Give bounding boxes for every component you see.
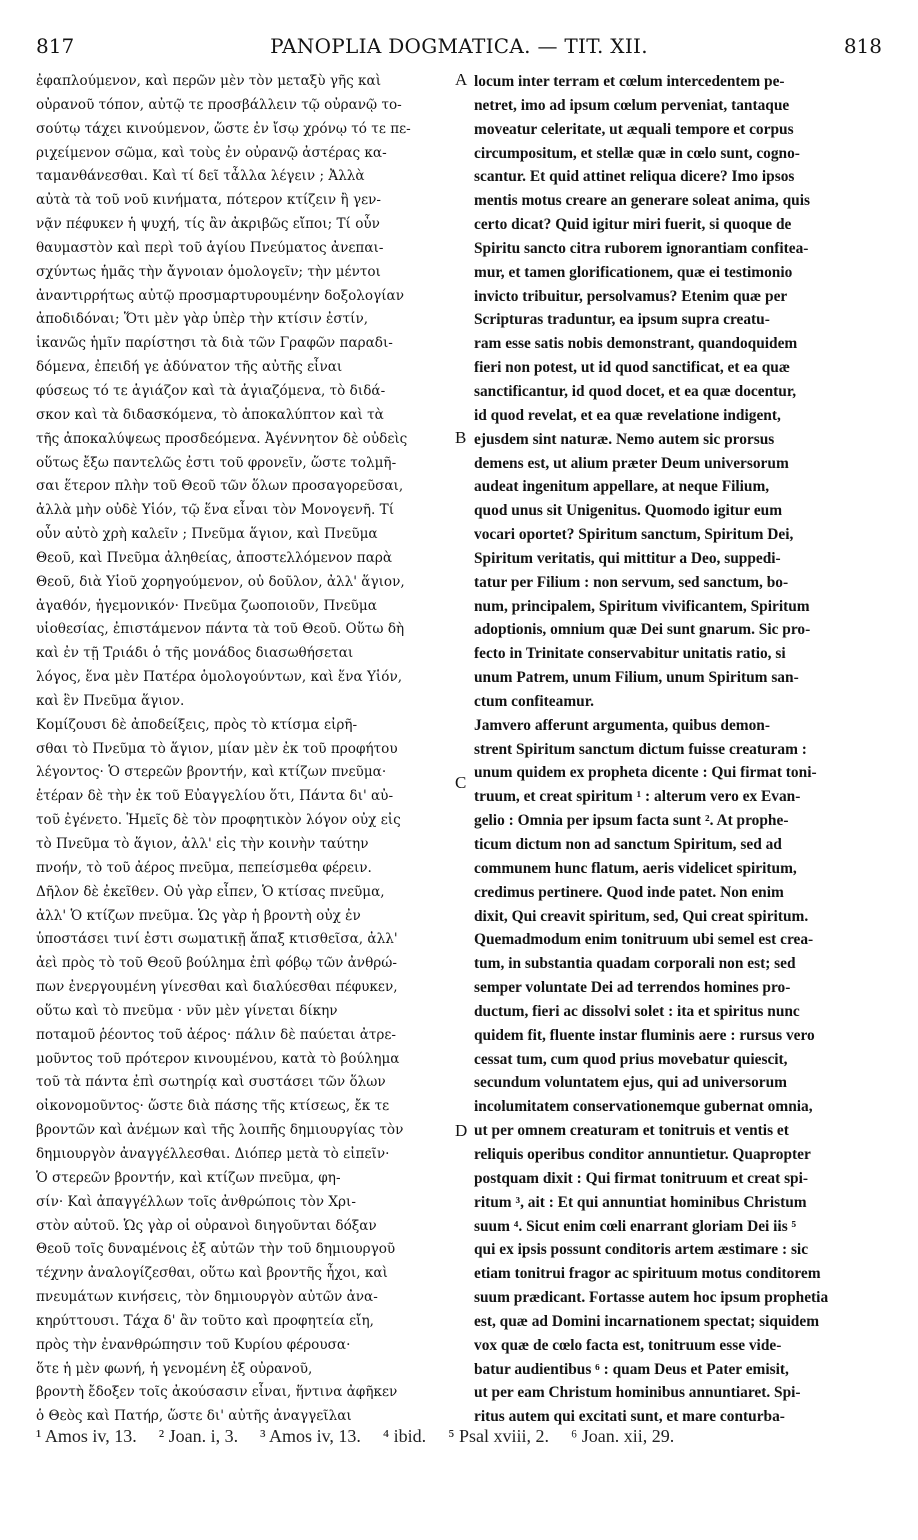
greek-text-line: λόγος, ἕνα μὲν Πατέρα ὁμολογούντων, καὶ ἕνα Υἱόν,: [36, 669, 403, 686]
latin-text-line: credimus pertinere. Quod inde patet. Non enim: [474, 883, 784, 901]
latin-text-line: reliquis operibus conditor annuntietur. Quapropter: [474, 1145, 811, 1163]
greek-text-line: τὸ Πνεῦμα τὸ ἅγιον, ἀλλ' εἰς τὴν κοινὴν ταύτην: [36, 836, 369, 852]
greek-text-line: δόμενα, ἐπειδή γε ἀδύνατον τῆς αὐτῆς εἶναι: [36, 359, 343, 376]
latin-text-line: communem hunc flatum, aeris videlicet spiritum,: [474, 859, 797, 877]
latin-text-line: qui ex ipsis possunt conditoris artem æstimare : sic: [474, 1241, 809, 1259]
greek-text-line: ἀλλὰ μὴν οὐδὲ Υἱόν, τῷ ἕνα εἶναι τὸν Μονογενῆ. Τί: [36, 502, 395, 519]
latin-text-line: gelio : Omnia per ipsum facta sunt ². At prophe-: [474, 812, 789, 830]
greek-text-line: σθαι τὸ Πνεῦμα τὸ ἅγιον, μίαν μὲν ἐκ τοῦ προφήτου: [36, 740, 398, 757]
section-marker-d: D: [455, 1121, 468, 1140]
latin-text-line: audeat ingenitum appellare, at neque Filium,: [474, 478, 770, 496]
section-marker-c: C: [455, 773, 467, 792]
greek-text-line: ὅτε ἡ μὲν φωνή, ἡ γενομένη ἐξ οὐρανοῦ,: [36, 1360, 313, 1377]
latin-text-line: invicto tribuitur, persolvamus? Etenim quæ per: [474, 287, 788, 305]
greek-text-line: ἀλλ' Ὁ κτίζων πνεῦμα. Ὡς γὰρ ἡ βροντὴ οὐχ ἐν: [36, 907, 361, 924]
latin-text-line: adoptionis, omnium quæ Dei sunt gnarum. Sic pro-: [474, 621, 811, 639]
latin-text-line: cessat tum, cum quod prius movebatur quiescit,: [474, 1050, 788, 1068]
greek-text-line: ἱκανῶς ἡμῖν παρίστησι τὰ διὰ τῶν Γραφῶν παραδι-: [36, 335, 393, 352]
latin-text-line: vox quæ de cœlo facta est, tonitruum esse vide-: [474, 1336, 782, 1354]
footnote: ⁴ ibid.: [382, 1426, 427, 1446]
greek-text-line: ἀναντιρρήτως αὐτῷ προσμαρτυρουμένην δοξολογίαν: [36, 287, 405, 304]
greek-text-line: δημιουργὸν ἀναγγέλλεσθαι. Διόπερ μετὰ τὸ εἰπεῖν·: [36, 1145, 390, 1162]
greek-text-line: Θεοῦ τοῖς δυναμένοις ἐξ αὐτῶν τὴν τοῦ δημιουργοῦ: [36, 1241, 396, 1258]
greek-text-line: οἰκονομοῦντος· ὥστε διὰ πάσης τῆς κτίσεως, ἔκ τε: [36, 1098, 390, 1115]
greek-text-line: σούτῳ τάχει κινούμενον, ὥστε ἐν ἴσῳ χρόνῳ τό τε πε-: [36, 120, 411, 137]
greek-text-line: μοῦντος τοῦ πρότερον κινουμένου, κατὰ τὸ βούλημα: [36, 1050, 400, 1067]
greek-text-line: τῆς ἀποκαλύψεως προσδεόμενα. Ἀγέννητον δὲ οὐδεὶς: [36, 430, 408, 447]
latin-text-line: tatur per Filium : non servum, sed sanctum, bo-: [474, 573, 789, 591]
latin-text-line: ut per omnem creaturam et tonitruis et ventis et: [474, 1122, 789, 1140]
greek-text-line: τοῦ ἐγένετο. Ἡμεῖς δὲ τὸν προφητικὸν λόγον οὐχ εἰς: [36, 812, 401, 829]
right-page-number: 818: [843, 34, 882, 58]
latin-text-line: ritus autem qui excitati sunt, et mare conturba-: [474, 1408, 785, 1426]
greek-text-line: ὁ Θεὸς καὶ Πατήρ, ὥστε δι' αὐτῆς ἀναγγεῖλαι: [36, 1408, 352, 1425]
latin-text-line: certo dicat? Quid igitur miri fuerit, si quoque de: [474, 216, 792, 234]
greek-text-line: αὐτὰ τὰ τοῦ νοῦ κινήματα, πότερον κτίζειν ἢ γεν-: [36, 192, 382, 209]
greek-column: [36, 70, 456, 1429]
greek-text-line: βροντῶν καὶ ἀνέμων καὶ τῆς λοιπῆς δημιουργίας τὸν: [36, 1122, 404, 1139]
latin-text-line: est, quæ ad Domini incarnationem spectat; siquidem: [474, 1312, 820, 1330]
greek-text-line: οὕτως ἔξω παντελῶς ἐστι τοῦ φρονεῖν, ὥστε τολμῆ-: [36, 454, 397, 471]
latin-text-line: quidem fit, fluente instar fluminis aere : rursus vero: [474, 1026, 815, 1044]
latin-text-line: moveatur celeritate, ut æquali tempore et corpus: [474, 120, 794, 138]
greek-text-line: πων ἐνεργουμένη γίνεσθαι καὶ διαλύεσθαι πέφυκεν,: [36, 979, 398, 996]
greek-text-line: ἀγαθόν, ἡγεμονικόν· Πνεῦμα ζωοποιοῦν, Πνεῦμα: [36, 597, 377, 614]
footnote: ³ Amos iv, 13.: [260, 1426, 361, 1446]
greek-text-line: σαι ἕτερον πλὴν τοῦ Θεοῦ τῶν ὅλων προσαγορεῦσαι,: [36, 478, 404, 495]
greek-text-line: πνοήν, τὸ τοῦ ἀέρος πνεῦμα, πεπείσμεθα φέρειν.: [36, 859, 372, 876]
latin-text-line: scantur. Et quid attinet reliqua dicere? Imo ipsos: [474, 168, 795, 186]
latin-text-line: Jamvero afferunt argumenta, quibus demon-: [474, 716, 770, 734]
footnote: ⁶ Joan. xii, 29.: [570, 1426, 675, 1446]
latin-text-line: ritum ³, ait : Et qui annuntiat hominibus Christum: [474, 1193, 807, 1211]
greek-text-line: στὸν αὐτοῦ. Ὡς γὰρ οἱ οὐρανοὶ διηγοῦνται δόξαν: [36, 1217, 377, 1234]
greek-text-line: πρὸς τὴν ἐνανθρώπησιν τοῦ Κυρίου φέρουσα·: [36, 1336, 351, 1353]
greek-text-line: λέγοντος· Ὁ στερεῶν βροντήν, καὶ κτίζων πνεῦμα·: [36, 764, 387, 781]
latin-text-line: ejusdem sint naturæ. Nemo autem sic prorsus: [474, 430, 775, 448]
greek-text-line: θαυμαστὸν καὶ περὶ τοῦ ἁγίου Πνεύματος ἀνεπαι-: [36, 239, 384, 256]
latin-text-line: locum inter terram et cœlum intercedentem pe-: [474, 73, 785, 90]
latin-text-line: demens est, ut alium præter Deum universorum: [474, 454, 789, 472]
greek-text-line: ριχείμενον σῶμα, καὶ τοὺς ἐν οὐρανῷ ἀστέρας κα-: [36, 144, 387, 161]
greek-text-line: τέχνην ἀναλογίζεσθαι, οὕτω καὶ βροντῆς ἦχοι, καὶ: [36, 1265, 388, 1282]
greek-text-line: Δῆλον δὲ ἐκεῖθεν. Οὐ γὰρ εἶπεν, Ὁ κτίσας πνεῦμα,: [36, 883, 385, 900]
greek-text-line: οὖν αὐτὸ χρὴ καλεῖν ; Πνεῦμα ἅγιον, καὶ Πνεῦμα: [36, 526, 378, 543]
latin-text-line: Spiritum veritatis, qui mittitur a Deo, suppedi-: [474, 549, 781, 567]
latin-text-line: num, principalem, Spiritum vivificantem, Spiritum: [474, 597, 810, 615]
latin-text-line: suum ⁴. Sicut enim cœli enarrant gloriam Dei iis ⁵: [474, 1217, 797, 1235]
latin-text-line: Quemadmodum enim tonitruum ubi semel est crea-: [474, 931, 814, 949]
greek-text-line: πνευμάτων κινήσεις, τὸν δημιουργὸν αὐτῶν ἀνα-: [36, 1289, 378, 1306]
greek-text-line: καὶ ἐν τῇ Τριάδι ὁ τῆς μονάδος διασωθήσεται: [36, 645, 354, 662]
greek-text-line: φύσεως τό τε ἁγιάζον καὶ τὰ ἁγιαζόμενα, τὸ διδά-: [36, 382, 386, 399]
latin-text-line: ctum confiteamur.: [474, 692, 594, 710]
page-header: [36, 34, 882, 60]
running-title: PANOPLIA DOGMATICA. — TIT. XII.: [270, 34, 648, 58]
greek-text-line: Θεοῦ, καὶ Πνεῦμα ἀληθείας, ἀποστελλόμενον παρὰ: [36, 549, 393, 566]
latin-text-line: etiam tonitrui fragor ac spirituum motus conditorem: [474, 1265, 821, 1283]
greek-text-line: ταμανθάνεσθαι. Καὶ τί δεῖ τἆλλα λέγειν ; Ἀλλὰ: [36, 168, 365, 185]
greek-text-line: τοῦ τὰ πάντα ἐπὶ σωτηρίᾳ καὶ συστάσει τῶν ὅλων: [36, 1074, 386, 1091]
greek-text-line: σίν· Καὶ ἀπαγγέλλων τοῖς ἀνθρώποις τὸν Χρι-: [36, 1193, 356, 1210]
greek-text-line: Θεοῦ, διὰ Υἱοῦ χορηγούμενον, οὐ δοῦλον, ἀλλ' ἅγιον,: [36, 573, 405, 590]
greek-text-line: οὕτω καὶ τὸ πνεῦμα · νῦν μὲν γίνεται δίκην: [36, 1002, 338, 1019]
latin-text-line: netret, imo ad ipsum cœlum perveniat, tantaque: [474, 96, 790, 114]
greek-text-line: κηρύττουσι. Τάχα δ' ἂν τοῦτο καὶ προφητεία εἴη,: [36, 1312, 374, 1329]
greek-text-line: σχύντως ἡμᾶς τὴν ἄγνοιαν ὁμολογεῖν; τὴν μέντοι: [36, 263, 381, 280]
latin-column: [474, 70, 884, 1429]
greek-text-line: σκον καὶ τὰ διδασκόμενα, τὸ ἀποκαλύπτον καὶ τὰ: [36, 406, 384, 423]
greek-text-line: οὐρανοῦ τόπον, αὐτῷ τε προσβάλλειν τῷ οὐρανῷ το-: [36, 96, 402, 113]
latin-text-line: Spiritu sancto citra ruborem ignorantiam confitea-: [474, 239, 809, 257]
latin-text-line: postquam dixit : Qui firmat tonitruum et creat spi-: [474, 1169, 809, 1187]
latin-text-line: mur, et tamen glorificationem, quæ ei testimonio: [474, 263, 793, 281]
footnotes: [36, 1426, 882, 1447]
greek-text-line: ἀποδιδόναι; Ὅτι μὲν γὰρ ὑπὲρ τὴν κτίσιν ἐστίν,: [36, 311, 369, 328]
left-page-number: 817: [36, 34, 75, 58]
greek-text-line: ἑτέραν δὲ τὴν ἐκ τοῦ Εὐαγγελίου ὅτι, Πάντα δι' αὐ-: [36, 788, 394, 805]
latin-text-line: id quod revelat, et ea quæ revelatione indigent,: [474, 406, 781, 424]
latin-text-line: suum prædicant. Fortasse autem hoc ipsum prophetia: [474, 1289, 829, 1307]
latin-text-line: unum Patrem, unum Filium, unum Spiritum san-: [474, 669, 799, 687]
latin-text-line: mentis motus creare an generare soleat anima, quis: [474, 192, 810, 210]
latin-text-line: circumpositum, et stellæ quæ in cœlo sunt, cogno-: [474, 144, 800, 162]
greek-text-line: βροντὴ ἔδοξεν τοῖς ἀκούσασιν εἶναι, ἥντινα ἀφῆκεν: [36, 1384, 398, 1401]
latin-text-line: ut per eam Christum hominibus annuntiaret. Spi-: [474, 1384, 801, 1402]
latin-text-line: sanctificantur, id quod docet, et ea quæ docentur,: [474, 382, 797, 400]
latin-text-line: unum quidem ex propheta dicente : Qui firmat toni-: [474, 764, 817, 782]
latin-text-line: semper voluntate Dei ad terrendos homines pro-: [474, 979, 791, 997]
latin-text-line: truum, et creat spiritum ¹ : alterum vero ex Evan-: [474, 788, 801, 806]
footnote: ⁵ Psal xviii, 2.: [448, 1426, 549, 1446]
greek-text-line: Ὁ στερεῶν βροντήν, καὶ κτίζων πνεῦμα, φη-: [36, 1169, 341, 1186]
latin-text-line: incolumitatem conservationemque gubernat omnia,: [474, 1098, 813, 1116]
latin-text-line: fecto in Trinitate conservabitur unitatis ratio, si: [474, 645, 786, 663]
latin-text-line: Scripturas traduntur, ea ipsum supra creatu-: [474, 311, 770, 329]
greek-text-line: νᾷν πέφυκεν ἡ ψυχή, τίς ἂν ἀκριβῶς εἴποι; Τί οὖν: [36, 216, 380, 233]
footnote: ¹ Amos iv, 13.: [36, 1426, 137, 1446]
footnote: ² Joan. i, 3.: [158, 1426, 239, 1446]
latin-text-line: batur audientibus ⁶ : quam Deus et Pater emisit,: [474, 1360, 789, 1378]
latin-text-line: tum, in substantia quadam corporali non est; sed: [474, 955, 796, 973]
latin-text-line: vocari oportet? Spiritum sanctum, Spiritum Dei,: [474, 526, 794, 544]
latin-text-line: fieri non potest, ut id quod sanctificat, et ea quæ: [474, 359, 790, 377]
latin-text-line: dixit, Qui creavit spiritum, sed, Qui creat spiritum.: [474, 907, 809, 925]
latin-text-line: strent Spiritum sanctum dictum fuisse creaturam :: [474, 740, 807, 758]
greek-text-line: ἀεὶ πρὸς τὸ τοῦ Θεοῦ βούλημα ἐπὶ φόβῳ τῶν ἀνθρώ-: [36, 955, 397, 972]
greek-text-line: Κομίζουσι δὲ ἀποδείξεις, πρὸς τὸ κτίσμα εἰρῆ-: [36, 716, 358, 733]
greek-text-line: ὑποστάσει τινί ἐστι σωματικῇ ἅπαξ κτισθεῖσα, ἀλλ': [36, 931, 398, 948]
greek-text-line: ποταμοῦ ῥέοντος τοῦ ἀέρος· πάλιν δὲ παύεται ἀτρε-: [36, 1026, 397, 1043]
greek-text-line: καὶ ἓν Πνεῦμα ἅγιον.: [36, 692, 185, 709]
latin-text-line: ram esse satis nobis demonstrant, quandoquidem: [474, 335, 798, 353]
greek-text-line: υἱοθεσίας, ἐπιστάμενον πάντα τὰ τοῦ Θεοῦ. Οὕτω δὴ: [36, 621, 405, 638]
section-marker-a: A: [455, 70, 468, 89]
latin-text-line: quod unus sit Unigenitus. Quomodo igitur eum: [474, 502, 783, 520]
section-marker-b: B: [455, 428, 467, 447]
latin-text-line: ductum, fieri ac dissolvi solet : ita et spiritus nunc: [474, 1002, 800, 1020]
greek-text-line: ἐφαπλούμενον, καὶ περῶν μὲν τὸν μεταξὺ γῆς καὶ: [36, 73, 382, 89]
latin-text-line: ticum dictum non ad sanctum Spiritum, sed ad: [474, 836, 782, 853]
latin-text-line: secundum voluntatem ejus, qui ad universorum: [474, 1074, 787, 1092]
